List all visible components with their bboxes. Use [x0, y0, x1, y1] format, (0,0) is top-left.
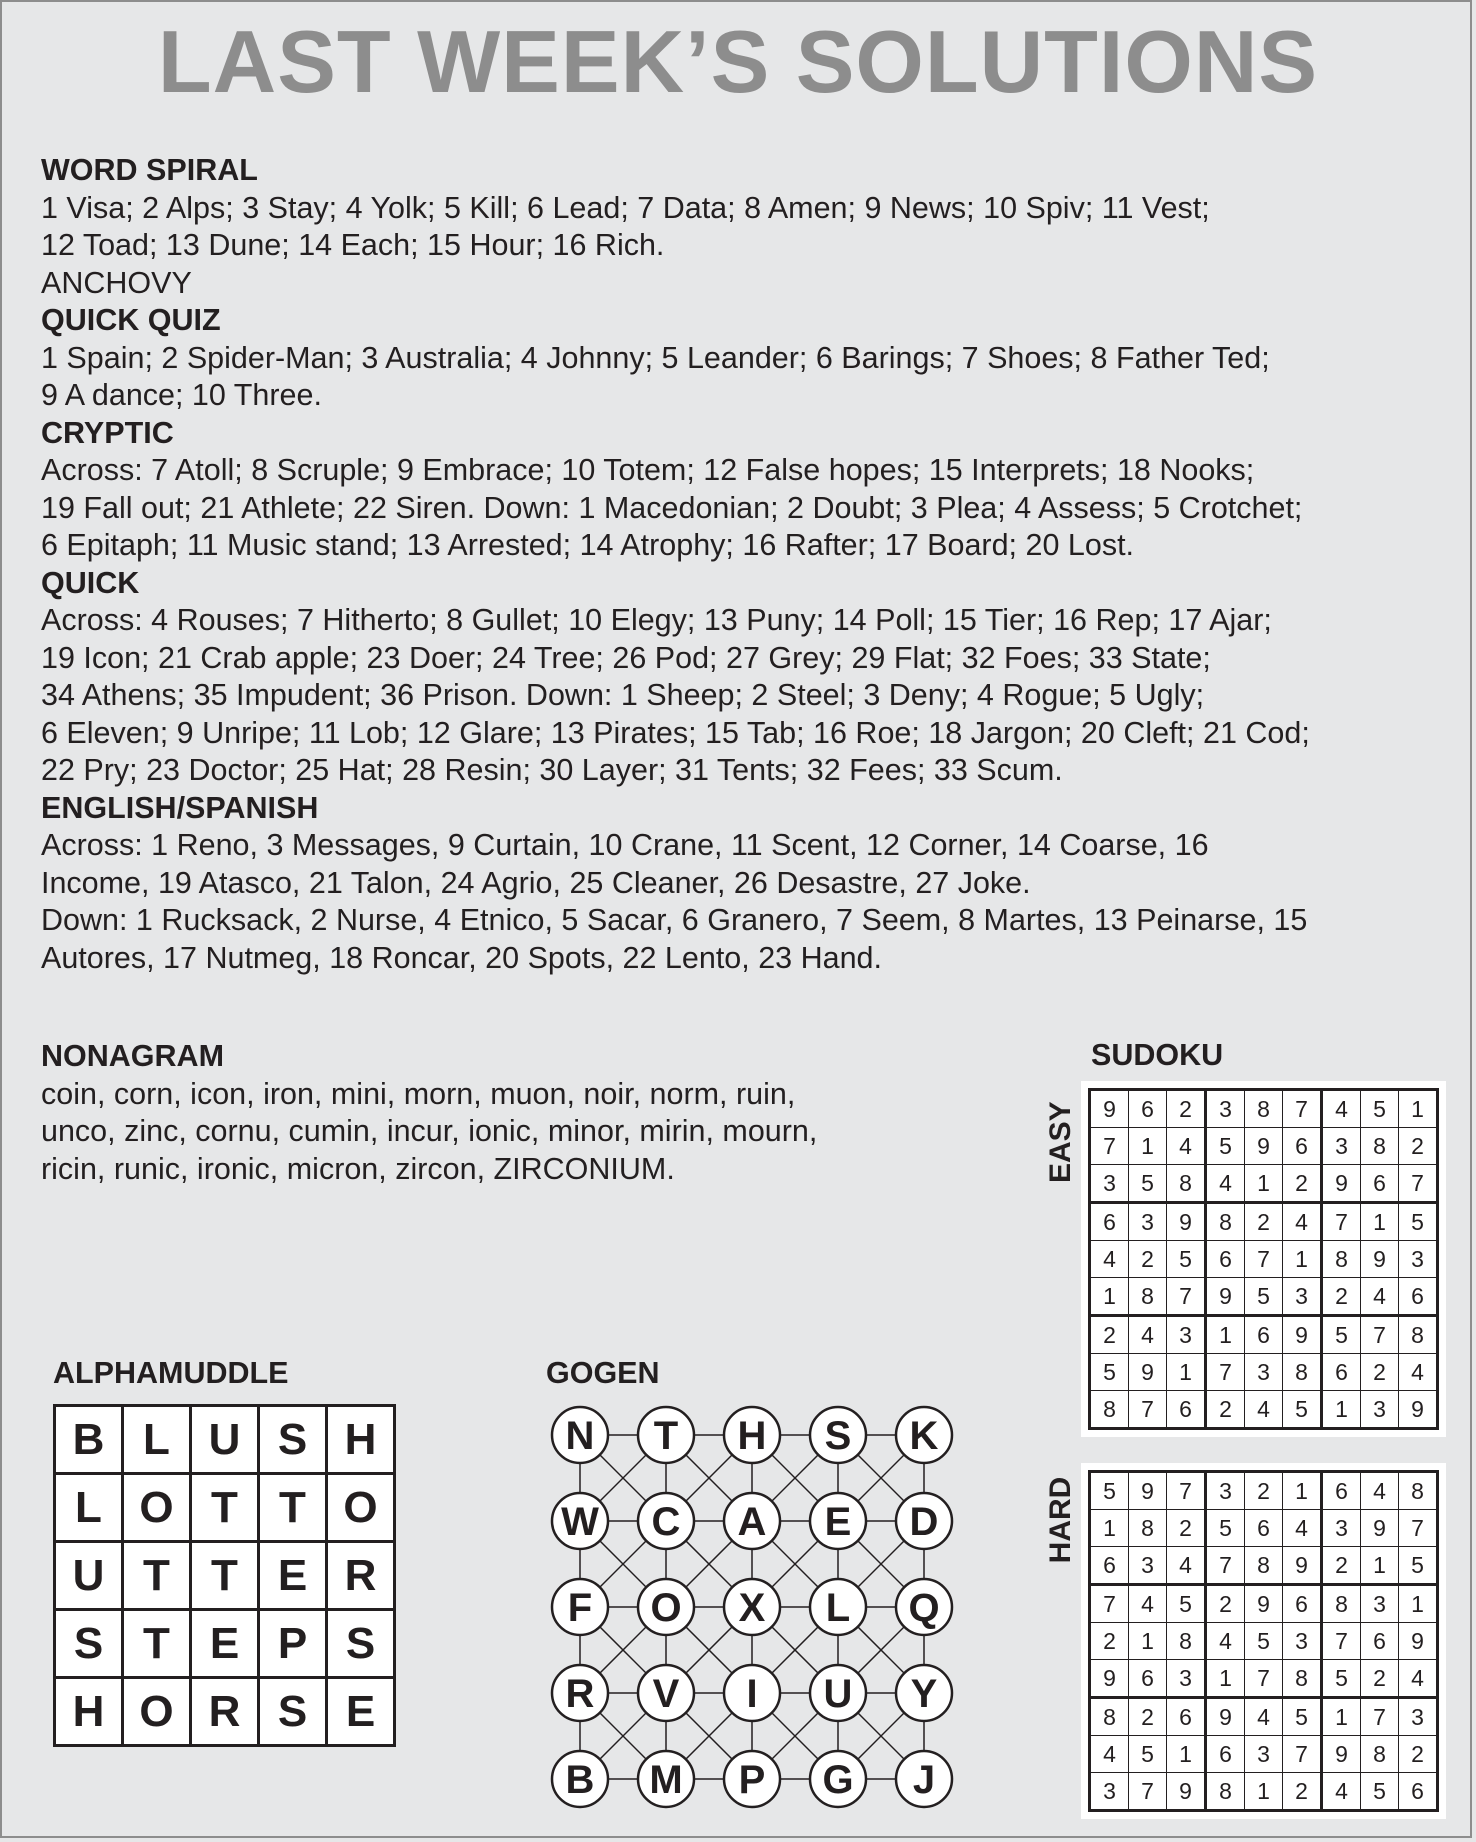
gogen-letter: Q — [908, 1586, 940, 1630]
sudoku-cell: 3 — [1245, 1736, 1283, 1773]
sudoku-cell: 4 — [1129, 1316, 1167, 1354]
gogen-letter: A — [737, 1500, 767, 1544]
alphamuddle-cell: U — [191, 1406, 259, 1474]
sudoku-cell: 4 — [1322, 1090, 1361, 1128]
sudoku-cell: 3 — [1322, 1128, 1361, 1165]
sudoku-cell: 4 — [1090, 1736, 1129, 1773]
sudoku-cell: 6 — [1283, 1128, 1322, 1165]
sudoku-cell: 9 — [1206, 1278, 1245, 1316]
sudoku-cell: 9 — [1322, 1165, 1361, 1203]
cryptic-line: 6 Epitaph; 11 Music stand; 13 Arrested; 14 Atrophy; 16 Rafter; 17 Board; 20 Lost. — [41, 528, 1135, 562]
page-title: LAST WEEK’S SOLUTIONS — [157, 12, 1319, 111]
sudoku-cell: 3 — [1399, 1698, 1438, 1736]
gogen-letter: P — [738, 1758, 766, 1802]
sudoku-cell: 4 — [1206, 1165, 1245, 1203]
sudoku-cell: 8 — [1245, 1090, 1283, 1128]
sudoku-cell: 7 — [1322, 1203, 1361, 1241]
sudoku-heading: SUDOKU — [1091, 1038, 1224, 1072]
gogen-letter: F — [567, 1586, 593, 1630]
sudoku-cell: 8 — [1206, 1773, 1245, 1811]
sudoku-cell: 1 — [1283, 1241, 1322, 1278]
sudoku-cell: 7 — [1129, 1773, 1167, 1811]
sudoku-cell: 7 — [1322, 1623, 1361, 1660]
sudoku-cell: 4 — [1206, 1623, 1245, 1660]
sudoku-cell: 6 — [1206, 1241, 1245, 1278]
sudoku-cell: 7 — [1090, 1585, 1129, 1623]
sudoku-cell: 1 — [1129, 1623, 1167, 1660]
gogen-letter: W — [561, 1500, 599, 1544]
quick-quiz-line: 1 Spain; 2 Spider-Man; 3 Australia; 4 Johnny; 5 Leander; 6 Barings; 7 Shoes; 8 Father Ted; — [41, 340, 1270, 375]
sudoku-cell: 9 — [1399, 1623, 1438, 1660]
sudoku-cell: 2 — [1322, 1547, 1361, 1585]
sudoku-cell: 7 — [1283, 1736, 1322, 1773]
sudoku-cell: 6 — [1167, 1698, 1206, 1736]
sudoku-cell: 4 — [1399, 1354, 1438, 1391]
sudoku-cell: 5 — [1361, 1090, 1399, 1128]
sudoku-cell: 2 — [1167, 1090, 1206, 1128]
alphamuddle-cell: P — [259, 1610, 327, 1678]
sudoku-cell: 2 — [1090, 1316, 1129, 1354]
gogen-letter: M — [649, 1758, 683, 1802]
sudoku-cell: 2 — [1322, 1278, 1361, 1316]
sudoku-cell: 8 — [1283, 1354, 1322, 1391]
sudoku-cell: 9 — [1090, 1090, 1129, 1128]
sudoku-cell: 8 — [1322, 1585, 1361, 1623]
sudoku-cell: 2 — [1167, 1510, 1206, 1547]
gogen-letter: X — [738, 1586, 766, 1630]
sudoku-cell: 4 — [1245, 1391, 1283, 1429]
alphamuddle-cell: T — [259, 1474, 327, 1542]
sudoku-cell: 1 — [1322, 1698, 1361, 1736]
sudoku-cell: 4 — [1322, 1773, 1361, 1811]
sudoku-cell: 5 — [1167, 1585, 1206, 1623]
sudoku-cell: 7 — [1206, 1547, 1245, 1585]
sudoku-cell: 3 — [1129, 1547, 1167, 1585]
sudoku-cell: 8 — [1361, 1736, 1399, 1773]
sudoku-cell: 5 — [1283, 1698, 1322, 1736]
gogen-letter: B — [565, 1758, 595, 1802]
sudoku-cell: 2 — [1245, 1203, 1283, 1241]
cryptic-line: 19 Fall out; 21 Athlete; 22 Siren. Down: 1 Macedonian; 2 Doubt; 3 Plea; 4 Assess; 5 Crotchet; — [41, 490, 1303, 525]
sudoku-cell: 6 — [1167, 1391, 1206, 1429]
alphamuddle-cell: H — [55, 1678, 123, 1746]
sudoku-cell: 6 — [1283, 1585, 1322, 1623]
gogen-letter: O — [650, 1586, 682, 1630]
sudoku-cell: 1 — [1322, 1391, 1361, 1429]
sudoku-cell: 1 — [1399, 1090, 1438, 1128]
sudoku-cell: 2 — [1399, 1736, 1438, 1773]
gogen-letter: N — [565, 1414, 595, 1458]
sudoku-cell: 1 — [1361, 1203, 1399, 1241]
sudoku-cell: 9 — [1283, 1316, 1322, 1354]
gogen-letter: G — [822, 1758, 854, 1802]
sudoku-cell: 9 — [1167, 1773, 1206, 1811]
sudoku-cell: 2 — [1399, 1128, 1438, 1165]
sudoku-cell: 6 — [1129, 1660, 1167, 1698]
sudoku-cell: 5 — [1322, 1660, 1361, 1698]
sudoku-cell: 5 — [1167, 1241, 1206, 1278]
sudoku-cell: 9 — [1245, 1128, 1283, 1165]
gogen-letter: K — [909, 1414, 939, 1458]
sudoku-cell: 7 — [1361, 1316, 1399, 1354]
sudoku-cell: 1 — [1245, 1773, 1283, 1811]
sudoku-cell: 9 — [1283, 1547, 1322, 1585]
sudoku-cell: 9 — [1361, 1510, 1399, 1547]
sudoku-cell: 9 — [1090, 1660, 1129, 1698]
sudoku-cell: 5 — [1322, 1316, 1361, 1354]
sudoku-cell: 6 — [1399, 1773, 1438, 1811]
gogen-letter: C — [651, 1500, 681, 1544]
alphamuddle-cell: L — [55, 1474, 123, 1542]
sudoku-cell: 5 — [1206, 1128, 1245, 1165]
sudoku-cell: 8 — [1322, 1241, 1361, 1278]
sudoku-cell: 7 — [1129, 1391, 1167, 1429]
sudoku-hard-label: HARD — [1044, 1476, 1077, 1564]
sudoku-cell: 7 — [1399, 1510, 1438, 1547]
quick-line: Across: 4 Rouses; 7 Hitherto; 8 Gullet; 10 Elegy; 13 Puny; 14 Poll; 15 Tier; 16 Rep; 17 Ajar; — [41, 603, 1272, 637]
sudoku-hard-grid — [1081, 1463, 1446, 1819]
sudoku-cell: 4 — [1399, 1660, 1438, 1698]
sudoku-cell: 5 — [1129, 1165, 1167, 1203]
sudoku-cell: 1 — [1399, 1585, 1438, 1623]
sudoku-cell: 5 — [1245, 1278, 1283, 1316]
quick-line: 34 Athens; 35 Impudent; 36 Prison. Down: 1 Sheep; 2 Steel; 3 Deny; 4 Rogue; 5 Ugly; — [41, 678, 1205, 712]
sudoku-cell: 2 — [1090, 1623, 1129, 1660]
gogen-letter: Y — [910, 1672, 938, 1716]
sudoku-cell: 1 — [1283, 1472, 1322, 1510]
sudoku-cell: 5 — [1399, 1203, 1438, 1241]
sudoku-easy-label: EASY — [1044, 1101, 1077, 1183]
alphamuddle-cell: H — [327, 1406, 395, 1474]
sudoku-cell: 4 — [1361, 1472, 1399, 1510]
word-spiral-heading: WORD SPIRAL — [41, 153, 258, 187]
alphamuddle-cell: T — [191, 1542, 259, 1610]
sudoku-cell: 8 — [1129, 1510, 1167, 1547]
sudoku-cell: 2 — [1206, 1585, 1245, 1623]
gogen-letter: H — [737, 1414, 767, 1458]
sudoku-cell: 5 — [1245, 1623, 1283, 1660]
sudoku-cell: 8 — [1245, 1547, 1283, 1585]
english-spanish-line: Autores, 17 Nutmeg, 18 Roncar, 20 Spots, 22 Lento, 23 Hand. — [41, 940, 882, 975]
sudoku-cell: 7 — [1361, 1698, 1399, 1736]
sudoku-cell: 7 — [1245, 1660, 1283, 1698]
sudoku-cell: 1 — [1167, 1736, 1206, 1773]
sudoku-cell: 5 — [1129, 1736, 1167, 1773]
sudoku-cell: 5 — [1090, 1354, 1129, 1391]
sudoku-cell: 6 — [1322, 1472, 1361, 1510]
alphamuddle-cell: B — [55, 1406, 123, 1474]
sudoku-cell: 9 — [1129, 1354, 1167, 1391]
sudoku-cell: 2 — [1129, 1241, 1167, 1278]
quick-line: 6 Eleven; 9 Unripe; 11 Lob; 12 Glare; 13 Pirates; 15 Tab; 16 Roe; 18 Jargon; 20 Cleft; 21 Cod; — [41, 715, 1310, 750]
sudoku-cell: 6 — [1399, 1278, 1438, 1316]
gogen-letter: S — [824, 1414, 852, 1458]
sudoku-cell: 3 — [1283, 1623, 1322, 1660]
quick-heading: QUICK — [41, 565, 140, 600]
quick-line: 22 Pry; 23 Doctor; 25 Hat; 28 Resin; 30 Layer; 31 Tents; 32 Fees; 33 Scum. — [41, 753, 1063, 787]
sudoku-cell: 8 — [1206, 1203, 1245, 1241]
sudoku-cell: 1 — [1090, 1510, 1129, 1547]
sudoku-cell: 6 — [1090, 1547, 1129, 1585]
sudoku-cell: 5 — [1361, 1773, 1399, 1811]
gogen-letter: L — [825, 1586, 851, 1630]
word-spiral-line: 12 Toad; 13 Dune; 14 Each; 15 Hour; 16 Rich. — [41, 228, 665, 262]
sudoku-cell: 1 — [1245, 1165, 1283, 1203]
sudoku-cell: 6 — [1361, 1623, 1399, 1660]
english-spanish-heading: ENGLISH/SPANISH — [41, 790, 319, 825]
alphamuddle-cell: L — [123, 1406, 191, 1474]
sudoku-cell: 4 — [1090, 1241, 1129, 1278]
sudoku-cell: 7 — [1399, 1165, 1438, 1203]
sudoku-cell: 4 — [1283, 1203, 1322, 1241]
sudoku-cell: 1 — [1167, 1354, 1206, 1391]
alphamuddle-cell: O — [123, 1678, 191, 1746]
sudoku-cell: 5 — [1206, 1510, 1245, 1547]
gogen-letter: V — [652, 1672, 680, 1716]
sudoku-cell: 3 — [1167, 1660, 1206, 1698]
nonagram-section — [41, 1038, 817, 1188]
sudoku-cell: 9 — [1206, 1698, 1245, 1736]
quick-line: 19 Icon; 21 Crab apple; 23 Doer; 24 Tree; 26 Pod; 27 Grey; 29 Flat; 32 Foes; 33 State; — [41, 640, 1211, 675]
alphamuddle-cell: T — [123, 1542, 191, 1610]
alphamuddle-cell: E — [191, 1610, 259, 1678]
sudoku-cell: 4 — [1129, 1585, 1167, 1623]
sudoku-cell: 1 — [1129, 1128, 1167, 1165]
sudoku-cell: 7 — [1167, 1472, 1206, 1510]
sudoku-cell: 6 — [1245, 1316, 1283, 1354]
sudoku-cell: 3 — [1090, 1773, 1129, 1811]
sudoku-cell: 9 — [1361, 1241, 1399, 1278]
alphamuddle-heading: ALPHAMUDDLE — [53, 1356, 289, 1390]
sudoku-cell: 8 — [1361, 1128, 1399, 1165]
sudoku-cell: 1 — [1206, 1316, 1245, 1354]
sudoku-cell: 8 — [1399, 1472, 1438, 1510]
english-spanish-line: Across: 1 Reno, 3 Messages, 9 Curtain, 10 Crane, 11 Scent, 12 Corner, 14 Coarse, 16 — [41, 828, 1209, 862]
sudoku-cell: 2 — [1206, 1391, 1245, 1429]
gogen-letter: U — [823, 1672, 853, 1716]
nonagram-line: ricin, runic, ironic, micron, zircon, ZIRCONIUM. — [41, 1151, 675, 1186]
alphamuddle-cell: R — [191, 1678, 259, 1746]
sudoku-cell: 3 — [1206, 1472, 1245, 1510]
gogen-letter: T — [653, 1414, 679, 1458]
sudoku-cell: 3 — [1361, 1391, 1399, 1429]
sudoku-cell: 6 — [1090, 1203, 1129, 1241]
sudoku-cell: 1 — [1090, 1278, 1129, 1316]
word-spiral-answer: ANCHOVY — [41, 265, 192, 300]
alphamuddle-cell: E — [327, 1678, 395, 1746]
gogen-letter: R — [565, 1672, 595, 1716]
sudoku-cell: 9 — [1399, 1391, 1438, 1429]
alphamuddle-cell: T — [191, 1474, 259, 1542]
sudoku-cell: 7 — [1245, 1241, 1283, 1278]
cryptic-line: Across: 7 Atoll; 8 Scruple; 9 Embrace; 10 Totem; 12 False hopes; 15 Interprets; 18 Nooks; — [41, 453, 1255, 487]
sudoku-cell: 2 — [1129, 1698, 1167, 1736]
sudoku-cell: 3 — [1167, 1316, 1206, 1354]
word-spiral-line: 1 Visa; 2 Alps; 3 Stay; 4 Yolk; 5 Kill; 6 Lead; 7 Data; 8 Amen; 9 News; 10 Spiv; 11 Vest; — [41, 190, 1210, 225]
sudoku-cell: 9 — [1322, 1736, 1361, 1773]
sudoku-easy-grid — [1081, 1081, 1446, 1437]
sudoku-cell: 8 — [1090, 1391, 1129, 1429]
sudoku-cell: 7 — [1090, 1128, 1129, 1165]
sudoku-cell: 3 — [1361, 1585, 1399, 1623]
alphamuddle-cell: S — [327, 1610, 395, 1678]
sudoku-cell: 5 — [1399, 1547, 1438, 1585]
sudoku-cell: 5 — [1283, 1391, 1322, 1429]
alphamuddle-cell: S — [259, 1406, 327, 1474]
sudoku-cell: 9 — [1245, 1585, 1283, 1623]
sudoku-cell: 6 — [1129, 1090, 1167, 1128]
sudoku-cell: 3 — [1129, 1203, 1167, 1241]
sudoku-cell: 6 — [1322, 1354, 1361, 1391]
solutions-text — [41, 152, 1451, 977]
sudoku-cell: 3 — [1399, 1241, 1438, 1278]
sudoku-cell: 4 — [1283, 1510, 1322, 1547]
alphamuddle-cell: U — [55, 1542, 123, 1610]
sudoku-cell: 7 — [1206, 1354, 1245, 1391]
sudoku-cell: 2 — [1361, 1660, 1399, 1698]
english-spanish-line: Down: 1 Rucksack, 2 Nurse, 4 Etnico, 5 Sacar, 6 Granero, 7 Seem, 8 Martes, 13 Peinarse, 15 — [41, 903, 1308, 937]
alphamuddle-cell: S — [55, 1610, 123, 1678]
sudoku-cell: 8 — [1129, 1278, 1167, 1316]
sudoku-cell: 3 — [1090, 1165, 1129, 1203]
sudoku-cell: 3 — [1206, 1090, 1245, 1128]
cryptic-heading: CRYPTIC — [41, 415, 174, 450]
sudoku-cell: 1 — [1361, 1547, 1399, 1585]
sudoku-cell: 6 — [1206, 1736, 1245, 1773]
sudoku-cell: 4 — [1361, 1278, 1399, 1316]
sudoku-cell: 3 — [1283, 1278, 1322, 1316]
nonagram-line: coin, corn, icon, iron, mini, morn, muon, noir, norm, ruin, — [41, 1076, 796, 1111]
sudoku-cell: 6 — [1361, 1165, 1399, 1203]
nonagram-heading: NONAGRAM — [41, 1039, 224, 1073]
gogen-letter: J — [912, 1758, 936, 1802]
gogen-grid — [550, 1405, 960, 1815]
sudoku-cell: 4 — [1167, 1547, 1206, 1585]
sudoku-cell: 2 — [1283, 1165, 1322, 1203]
sudoku-cell: 5 — [1090, 1472, 1129, 1510]
gogen-letter: E — [824, 1500, 852, 1544]
sudoku-cell: 2 — [1245, 1472, 1283, 1510]
gogen-letter: D — [909, 1500, 939, 1544]
sudoku-cell: 8 — [1399, 1316, 1438, 1354]
alphamuddle-cell: T — [123, 1610, 191, 1678]
sudoku-cell: 3 — [1245, 1354, 1283, 1391]
sudoku-cell: 2 — [1283, 1773, 1322, 1811]
sudoku-cell: 7 — [1167, 1278, 1206, 1316]
gogen-heading: GOGEN — [546, 1356, 660, 1390]
sudoku-cell: 8 — [1167, 1165, 1206, 1203]
sudoku-cell: 2 — [1361, 1354, 1399, 1391]
sudoku-cell: 1 — [1206, 1660, 1245, 1698]
sudoku-cell: 4 — [1167, 1128, 1206, 1165]
sudoku-cell: 6 — [1245, 1510, 1283, 1547]
nonagram-line: unco, zinc, cornu, cumin, incur, ionic, minor, mirin, mourn, — [41, 1114, 818, 1148]
sudoku-cell: 8 — [1167, 1623, 1206, 1660]
gogen-letter: I — [746, 1672, 758, 1716]
alphamuddle-grid — [53, 1404, 396, 1747]
sudoku-cell: 8 — [1283, 1660, 1322, 1698]
alphamuddle-cell: O — [123, 1474, 191, 1542]
alphamuddle-cell: E — [259, 1542, 327, 1610]
english-spanish-line: Income, 19 Atasco, 21 Talon, 24 Agrio, 25 Cleaner, 26 Desastre, 27 Joke. — [41, 865, 1031, 900]
sudoku-cell: 4 — [1245, 1698, 1283, 1736]
sudoku-cell: 3 — [1322, 1510, 1361, 1547]
sudoku-cell: 9 — [1167, 1203, 1206, 1241]
alphamuddle-cell: R — [327, 1542, 395, 1610]
quick-quiz-line: 9 A dance; 10 Three. — [41, 378, 322, 412]
sudoku-cell: 9 — [1129, 1472, 1167, 1510]
quick-quiz-heading: QUICK QUIZ — [41, 303, 221, 337]
sudoku-cell: 7 — [1283, 1090, 1322, 1128]
alphamuddle-cell: S — [259, 1678, 327, 1746]
alphamuddle-cell: O — [327, 1474, 395, 1542]
sudoku-cell: 8 — [1090, 1698, 1129, 1736]
